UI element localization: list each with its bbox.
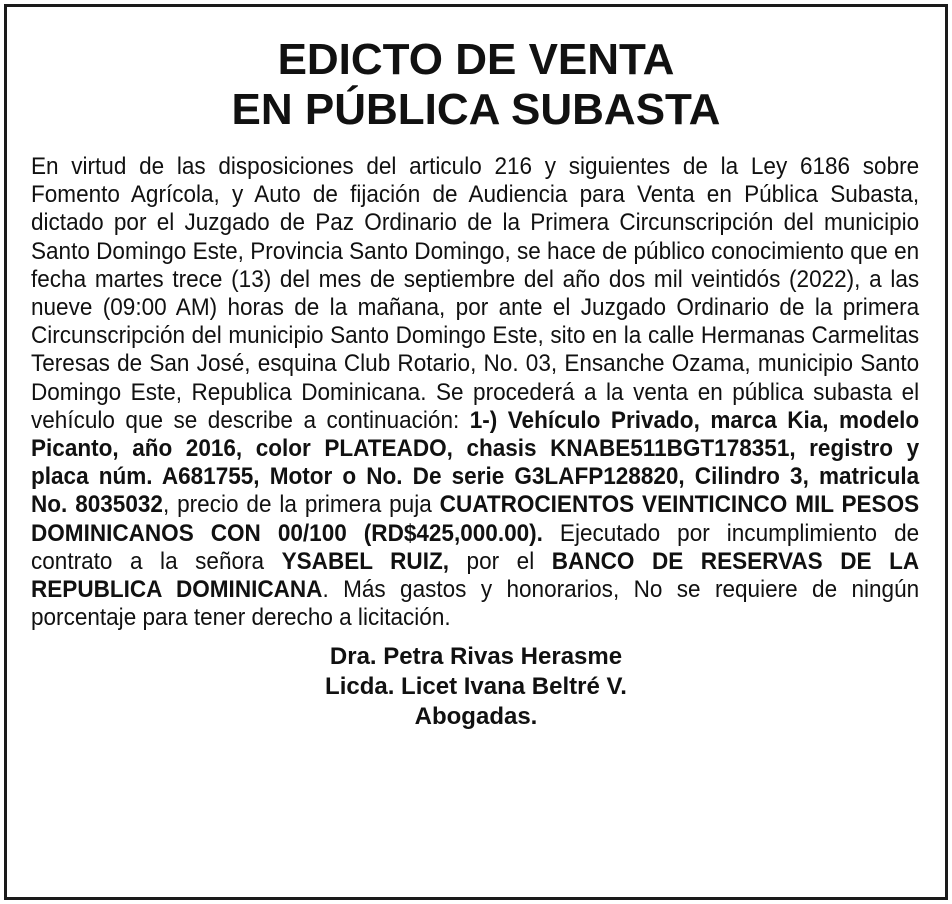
body-closing: . Más gastos y honorarios, No se requiere de ningún porcentaje para tener derecho a licitación.: [31, 577, 920, 632]
debtor-name: YSABEL RUIZ,: [281, 548, 449, 575]
signature-line-3: Abogadas.: [414, 703, 538, 731]
body-execution: Ejecutado por incumplimiento de contrato a la señora: [31, 520, 920, 575]
creditor-bank: BANCO DE RESERVAS DE LA REPUBLICA DOMINICANA: [31, 548, 920, 604]
signature-block: [7, 642, 945, 732]
page-title: [7, 35, 945, 135]
vehicle-description: 1-) Vehículo Privado, marca Kia, modelo Picanto, año 2016, color PLATEADO, chasis KNABE511BGT178351, registro y placa núm. A681755, Motor o No. De serie G3LAFP128820, Cilindro 3, matricula No. 8035032: [31, 407, 920, 519]
edict-frame: [4, 4, 948, 900]
title-line-1: EDICTO DE VENTA: [277, 35, 675, 84]
signature-line-2: Licda. Licet Ivana Beltré V.: [325, 673, 627, 701]
edict-body: [31, 153, 919, 632]
body-intro: En virtud de las disposiciones del articulo 216 y siguientes de la Ley 6186 sobre Fomento Agrícola, y Auto de fijación de Audiencia para Venta en Pública Subasta, dictado por el Juzgado de Paz Ordinario de la Primera Circunscripción del municipio Santo Domingo Este, Provincia Santo Domingo, se hace de público conocimiento que en fecha martes trece (13) del mes de septiembre del año dos mil veintidós (2022), a las nueve (09:00 AM) horas de la mañana, por ante el Juzgado Ordinario de la primera Circunscripción del municipio Santo Domingo Este, sito en la calle Hermanas Carmelitas Teresas de San José, esquina Club Rotario, No. 03, Ensanche Ozama, municipio Santo Domingo Este, Republica Dominicana. Se procederá a la venta en pública subasta el vehículo que se describe a continuación:: [31, 154, 920, 434]
body-by: por el: [448, 548, 552, 575]
title-line-2: EN PÚBLICA SUBASTA: [231, 85, 721, 134]
opening-bid-price: CUATROCIENTOS VEINTICINCO MIL PESOS DOMINICANOS CON 00/100 (RD$425,000.00).: [31, 492, 920, 547]
signature-line-1: Dra. Petra Rivas Herasme: [329, 643, 623, 671]
body-price-intro: , precio de la primera puja: [162, 492, 440, 519]
